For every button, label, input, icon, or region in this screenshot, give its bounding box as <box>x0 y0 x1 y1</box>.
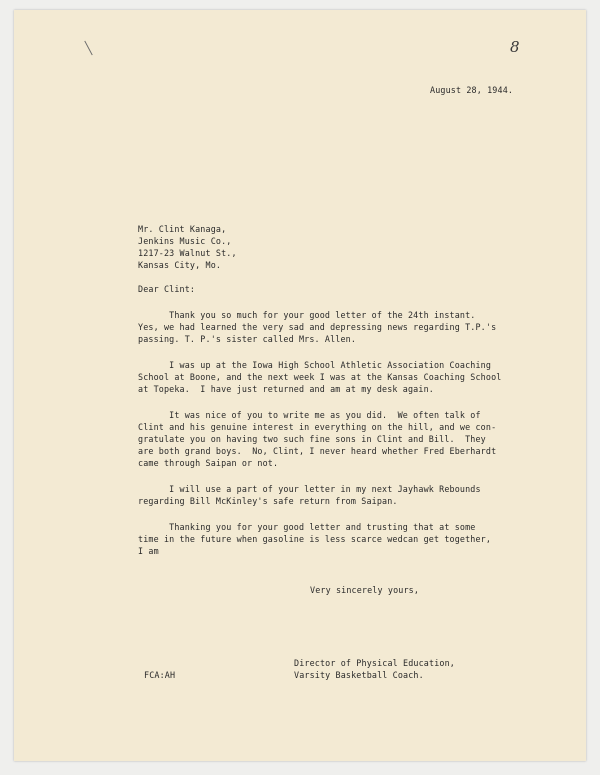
address-line: 1217-23 Walnut St., <box>138 248 237 258</box>
letter-page <box>14 10 586 761</box>
body-line: are both grand boys. No, Clint, I never heard whether Fred Eberhardt <box>138 446 497 456</box>
salutation: Dear Clint: <box>138 284 196 294</box>
body-line: at Topeka. I have just returned and am at my desk again. <box>138 384 434 394</box>
body-line: Thanking you for your good letter and trusting that at some <box>138 522 476 532</box>
corner-handwritten-mark: 8 <box>510 38 520 56</box>
signature-title-line: Varsity Basketball Coach. <box>294 670 424 680</box>
typist-initials: FCA:AH <box>144 670 176 680</box>
address-line: Jenkins Music Co., <box>138 236 232 246</box>
body-line: I am <box>138 546 159 556</box>
body-line: I will use a part of your letter in my next Jayhawk Rebounds <box>138 484 481 494</box>
body-line: Clint and his genuine interest in everything on the hill, and we con- <box>138 422 497 432</box>
body-line: School at Boone, and the next week I was at the Kansas Coaching School <box>138 372 502 382</box>
body-line: came through Saipan or not. <box>138 458 279 468</box>
body-line: I was up at the Iowa High School Athletic Association Coaching <box>138 360 492 370</box>
signature-title-line: Director of Physical Education, <box>294 658 455 668</box>
letter-date: August 28, 1944. <box>430 85 514 95</box>
address-line: Mr. Clint Kanaga, <box>138 224 227 234</box>
body-line: It was nice of you to write me as you did. We often talk of <box>138 410 481 420</box>
body-line: regarding Bill McKinley's safe return from Saipan. <box>138 496 398 506</box>
body-line: Thank you so much for your good letter of the 24th instant. <box>138 310 476 320</box>
closing: Very sincerely yours, <box>310 585 420 595</box>
body-line: passing. T. P.'s sister called Mrs. Allen. <box>138 334 357 344</box>
pencil-tick-mark <box>84 41 92 56</box>
body-line: Yes, we had learned the very sad and depressing news regarding T.P.'s <box>138 322 497 332</box>
body-line: gratulate you on having two such fine sons in Clint and Bill. They <box>138 434 486 444</box>
address-line: Kansas City, Mo. <box>138 260 222 270</box>
body-line: time in the future when gasoline is less scarce wedcan get together, <box>138 534 492 544</box>
